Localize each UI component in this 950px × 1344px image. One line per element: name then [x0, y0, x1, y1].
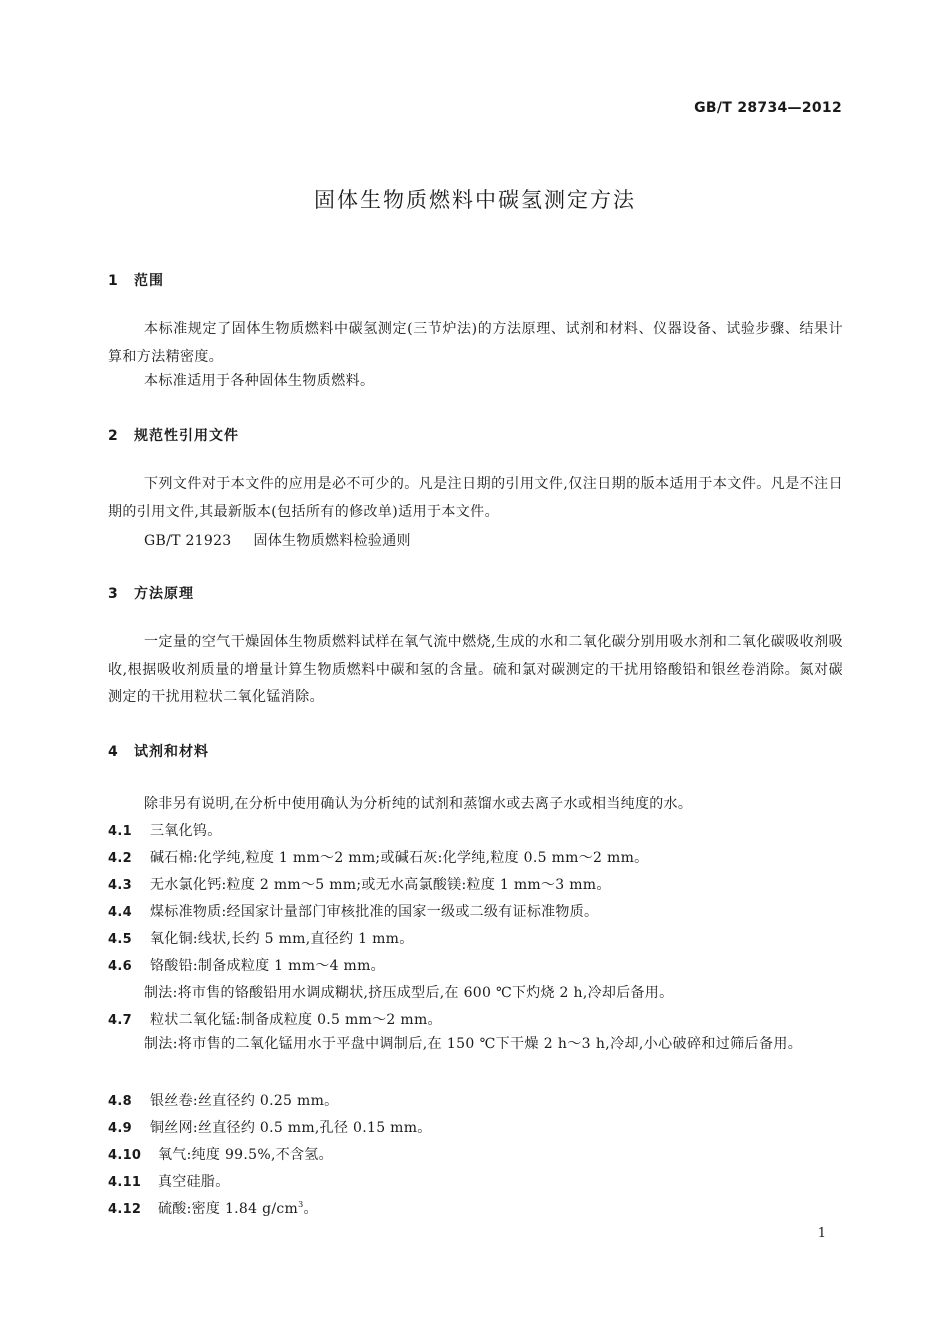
item-note: 制法:将市售的铬酸铅用水调成糊状,挤压成型后,在 600 ℃下灼烧 2 h,冷却后备用。: [144, 985, 674, 1001]
section-title: 方法原理: [134, 586, 194, 602]
reference-title: 固体生物质燃料检验通则: [253, 533, 411, 549]
section-2-paragraph-1: 下列文件对于本文件的应用是必不可少的。凡是注日期的引用文件,仅注日期的版本适用于本文件。凡是不注日期的引用文件,其最新版本(包括所有的修改单)适用于本文件。: [108, 476, 843, 520]
item-text: 无水氯化钙:粒度 2 mm～5 mm;或无水高氯酸镁:粒度 1 mm～3 mm。: [150, 877, 611, 893]
item-text: 粒状二氧化锰:制备成粒度 0.5 mm～2 mm。: [150, 1012, 442, 1028]
list-item: [108, 847, 843, 867]
section-number: 3: [108, 586, 119, 602]
list-item: [108, 1144, 843, 1164]
item-number: 4.1: [108, 824, 132, 839]
section-4-heading: [108, 741, 209, 761]
page-number: 1: [817, 1226, 826, 1241]
item-text: 铜丝网:丝直径约 0.5 mm,孔径 0.15 mm。: [150, 1120, 432, 1136]
section-4-intro: 除非另有说明,在分析中使用确认为分析纯的试剂和蒸馏水或去离子水或相当纯度的水。: [144, 796, 693, 812]
list-item: [108, 928, 843, 948]
reference-code: GB/T 21923: [144, 533, 232, 549]
section-title: 规范性引用文件: [134, 428, 239, 444]
superscript: 3: [298, 1200, 304, 1209]
item-number: 4.4: [108, 905, 132, 920]
list-item: [108, 901, 843, 921]
item-text: 真空硅脂。: [158, 1174, 230, 1190]
item-text: 氧化铜:线状,长约 5 mm,直径约 1 mm。: [150, 931, 414, 947]
item-number: 4.5: [108, 932, 132, 947]
list-item: [108, 1090, 843, 1110]
list-item: [108, 874, 843, 894]
list-item: [108, 955, 843, 975]
item-text-tail: 。: [303, 1201, 318, 1217]
item-number: 4.3: [108, 878, 132, 893]
item-number: 4.2: [108, 851, 132, 866]
list-item: [108, 820, 843, 840]
section-3-paragraph-1: 一定量的空气干燥固体生物质燃料试样在氧气流中燃烧,生成的水和二氧化碳分别用吸水剂和二氧化碳吸收剂吸收,根据吸收剂质量的增量计算生物质燃料中碳和氢的含量。硫和氯对碳测定的干扰用铬酸铅和银丝卷消除。氮对碳测定的干扰用粒状二氧化锰消除。: [108, 634, 843, 705]
item-note: 制法:将市售的二氧化锰用水于平盘中调制后,在 150 ℃下干燥 2 h～3 h,冷却,小心破碎和过筛后备用。: [144, 1036, 803, 1052]
section-number: 1: [108, 273, 119, 289]
item-number: 4.11: [108, 1175, 142, 1190]
document-title: 固体生物质燃料中碳氢测定方法: [314, 188, 636, 212]
item-number: 4.9: [108, 1121, 132, 1136]
item-number: 4.12: [108, 1202, 142, 1217]
section-number: 4: [108, 744, 119, 760]
list-item: [108, 1171, 843, 1191]
item-number: 4.7: [108, 1013, 132, 1028]
section-1-heading: [108, 270, 164, 290]
section-number: 2: [108, 428, 119, 444]
section-3-heading: [108, 583, 194, 603]
item-text: 硫酸:密度 1.84 g/cm: [158, 1201, 299, 1217]
list-item: [108, 1117, 843, 1137]
item-text: 铬酸铅:制备成粒度 1 mm～4 mm。: [150, 958, 385, 974]
item-text: 氧气:纯度 99.5%,不含氢。: [158, 1147, 333, 1163]
item-number: 4.6: [108, 959, 132, 974]
item-text: 三氧化钨。: [150, 823, 222, 839]
section-2-heading: [108, 425, 239, 445]
list-item: [108, 1198, 843, 1218]
item-text: 碱石棉:化学纯,粒度 1 mm～2 mm;或碱石灰:化学纯,粒度 0.5 mm～2 mm。: [150, 850, 649, 866]
item-text: 银丝卷:丝直径约 0.25 mm。: [150, 1093, 339, 1109]
standard-number: GB/T 28734—2012: [694, 100, 842, 116]
item-number: 4.8: [108, 1094, 132, 1109]
normative-reference: [144, 530, 879, 550]
section-1-paragraph-1: 本标准规定了固体生物质燃料中碳氢测定(三节炉法)的方法原理、试剂和材料、仪器设备、试验步骤、结果计算和方法精密度。: [108, 321, 843, 365]
list-item: [108, 1009, 843, 1029]
section-title: 范围: [134, 273, 164, 289]
section-title: 试剂和材料: [134, 744, 209, 760]
section-1-paragraph-2: 本标准适用于各种固体生物质燃料。: [144, 373, 375, 389]
item-number: 4.10: [108, 1148, 142, 1163]
item-text: 煤标准物质:经国家计量部门审核批准的国家一级或二级有证标准物质。: [150, 904, 599, 920]
